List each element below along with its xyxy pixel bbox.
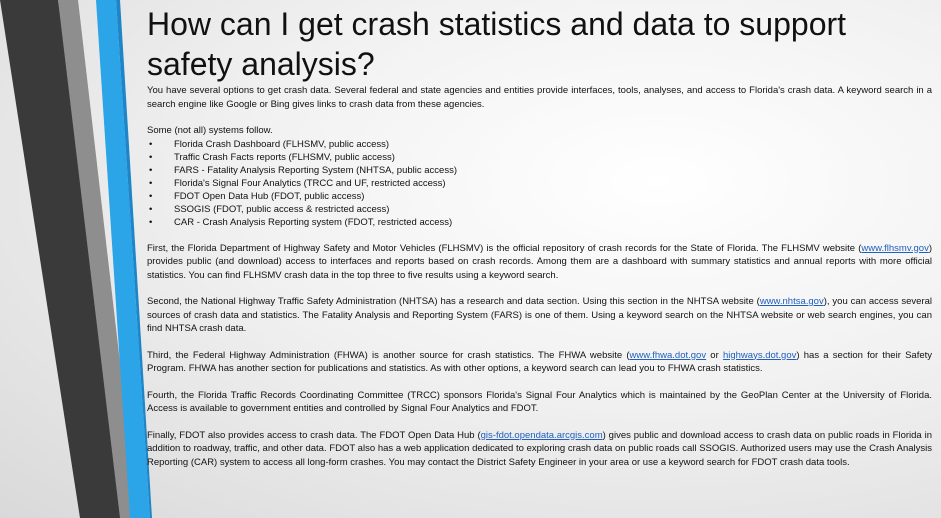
fdot-paragraph (147, 429, 932, 470)
text: Second, the National Highway Traffic Safety Administration (NHTSA) has a research and data section. Using this section in the NHTSA website ( (147, 296, 760, 307)
text: Third, the Federal Highway Administration (FHWA) is another source for crash statistics. The FHWA website ( (147, 349, 630, 361)
text: ) provides public (and download) access to interfaces and reports based on crash records. Among them are a dashboard with summary statistics and annual reports with more official statistics. You can find FLHSMV crash data in the top three to five results using a keyword search. (147, 242, 932, 281)
fhwa-paragraph (147, 349, 932, 376)
nhtsa-link[interactable]: www.nhtsa.gov (759, 296, 824, 307)
intro-paragraph: You have several options to get crash data. Several federal and state agencies and entities provide interfaces, tools, analyses, and access to Florida's crash data. A keyword search in a search engine like Google or Bing gives links to crash data from these agencies. (147, 85, 932, 110)
list-item: • SSOGIS (FDOT, public access & restricted access) (147, 203, 932, 216)
fhwa-link[interactable]: www.fhwa.dot.gov (629, 349, 707, 361)
list-item: • FARS - Fatality Analysis Reporting System (NHTSA, public access) (147, 164, 932, 177)
systems-list (147, 138, 932, 229)
trcc-paragraph: Fourth, the Florida Traffic Records Coordinating Committee (TRCC) sponsors Florida's Signal Four Analytics which is maintained by the GeoPlan Center at the University of Florida. Access is available to government entities and controlled by Signal Four Analytics and FDOT. (147, 389, 932, 414)
flhsmv-link[interactable]: www.flhsmv.gov (861, 242, 929, 254)
text: Finally, FDOT also provides access to crash data. The FDOT Open Data Hub ( (147, 429, 481, 441)
text: ) gives public and download access to crash data on public roads in Florida in addition to roadway, traffic, and other data. FDOT also has a web application dedicated to exploring crash data on public roads call SSOGIS. Authorized users may use the Crash Analysis Reporting (CAR) system to access all long-form crashes. You may contact the District Safety Engineer in your area or use a keyword search for FDOT crash data tools. (147, 429, 932, 468)
slide-content (147, 0, 932, 469)
nhtsa-paragraph (147, 295, 932, 336)
list-intro: Some (not all) systems follow. (147, 125, 273, 136)
highways-link[interactable]: highways.dot.gov (722, 349, 797, 361)
list-item: • FDOT Open Data Hub (FDOT, public access) (147, 190, 932, 203)
text: ), you can access several sources of crash data and statistics. The Fatality Analysis and Reporting System (FARS) is one of them. Using a keyword search on the NHTSA website or web search engines, you can find NHTSA crash data. (147, 296, 932, 334)
decorative-stripes (0, 0, 160, 518)
text: or (706, 349, 723, 361)
list-item: • CAR - Crash Analysis Reporting system (FDOT, restricted access) (147, 216, 932, 229)
list-item: • Traffic Crash Facts reports (FLHSMV, public access) (147, 151, 932, 164)
page-title: How can I get crash statistics and data to support safety analysis? (147, 6, 847, 82)
fdot-opendata-link[interactable]: gis-fdot.opendata.arcgis.com (480, 429, 603, 441)
list-item: • Florida Crash Dashboard (FLHSMV, public access) (147, 138, 932, 151)
flhsmv-paragraph (147, 242, 932, 283)
list-item: • Florida's Signal Four Analytics (TRCC and UF, restricted access) (147, 177, 932, 190)
text: ) has a section for their Safety Program. FHWA has another section for publications and statistics. As with other options, a keyword search can lead you to FHWA crash statistics. (147, 349, 933, 374)
text: First, the Florida Department of Highway Safety and Motor Vehicles (FLHSMV) is the official repository of crash records for the State of Florida. The FLHSMV website ( (147, 242, 862, 254)
